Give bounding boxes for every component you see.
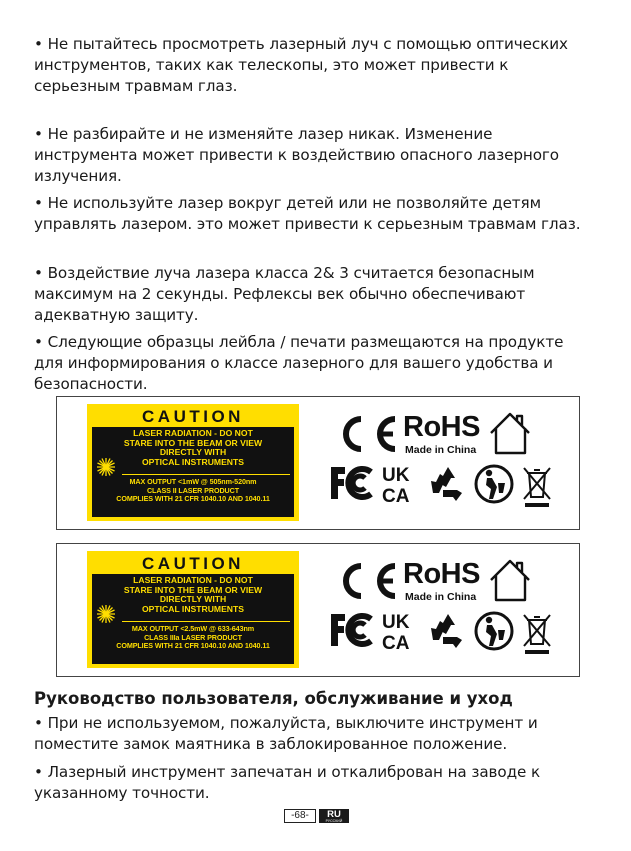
caution-label	[87, 551, 299, 668]
ukca-icon	[381, 463, 419, 509]
section-heading: Руководство пользователя, обслуживание и уход	[34, 689, 513, 708]
fcc-icon	[327, 463, 375, 507]
page-number: -68-	[284, 809, 316, 823]
tidyman-icon	[473, 610, 515, 656]
ce-mark-icon	[335, 415, 399, 453]
weee-bin-icon	[519, 610, 555, 660]
recycle-icon	[427, 610, 469, 656]
recycle-icon	[427, 463, 469, 509]
caution-title: CAUTION	[142, 554, 244, 573]
made-in-china-text: Made in China	[405, 591, 477, 603]
label-sample-panel-2	[56, 543, 580, 677]
label-sample-panel-1	[56, 396, 580, 530]
warning-paragraph-disassemble: • Не разбирайте и не изменяйте лазер никак. Изменение инструмента может привести к воздействию опасного лазерного излучения.	[34, 125, 559, 185]
svg-text:CA: CA	[382, 633, 410, 652]
caution-spec-text: MAX OUTPUT <2.5mW @ 633-643nm CLASS IIIa LASER PRODUCT COMPLIES WITH 21 CFR 1040.10 AND 1040.11	[116, 624, 270, 651]
laser-starburst-icon	[96, 457, 116, 477]
care-paragraph-lock: • При не используемом, пожалуйста, выключите инструмент и поместите замок маятника в заблокированное положение.	[34, 714, 538, 753]
made-in-china-text: Made in China	[405, 444, 477, 456]
svg-text:UK: UK	[382, 612, 410, 633]
ukca-icon	[381, 610, 419, 656]
care-paragraph-calibration: • Лазерный инструмент запечатан и откалиброван на заводе к указанному точности.	[34, 763, 541, 802]
warning-paragraph-labels: • Следующие образцы лейбла / печати размещаются на продукте для информирования о классе лазерного для вашего удобства и безопасности.	[34, 333, 564, 393]
caution-label	[87, 404, 299, 521]
warning-paragraph-children: • Не используйте лазер вокруг детей или не позволяйте детям управлять лазером. это может привести к серьезным травмам глаз.	[34, 194, 581, 233]
caution-text-box	[92, 574, 294, 664]
caution-warning-text: LASER RADIATION - DO NOT STARE INTO THE BEAM OR VIEW DIRECTLY WITH OPTICAL INSTRUMENTS	[123, 575, 263, 614]
tidyman-icon	[473, 463, 515, 509]
language-name: РУССКИЙ	[325, 819, 343, 823]
certification-marks	[327, 411, 557, 521]
caution-divider	[122, 474, 290, 475]
caution-text-box	[92, 427, 294, 517]
certification-marks	[327, 558, 557, 668]
rohs-mark: RoHS	[403, 411, 480, 443]
weee-bin-icon	[519, 463, 555, 513]
language-code: RU	[327, 809, 341, 820]
caution-title: CAUTION	[142, 407, 244, 426]
warning-paragraph-telescope: • Не пытайтесь просмотреть лазерный луч с помощью оптических инструментов, таких как телескопы, это может привести к серьезным травмам глаз.	[34, 35, 568, 95]
warning-paragraph-exposure: • Воздействие луча лазера класса 2& 3 считается безопасным максимум на 2 секунды. Рефлексы век обычно обеспечивают адекватную защиту.	[34, 264, 535, 324]
laser-starburst-icon	[96, 604, 116, 624]
house-indoor-icon	[487, 558, 533, 602]
svg-text:UK: UK	[382, 465, 410, 486]
caution-spec-text: MAX OUTPUT <1mW @ 505nm-520nm CLASS II LASER PRODUCT COMPLIES WITH 21 CFR 1040.10 AND 1040.11	[116, 477, 270, 504]
ce-mark-icon	[335, 562, 399, 600]
caution-divider	[122, 621, 290, 622]
rohs-mark: RoHS	[403, 558, 480, 590]
svg-text:CA: CA	[382, 486, 410, 505]
house-indoor-icon	[487, 411, 533, 455]
language-badge	[319, 809, 349, 823]
caution-warning-text: LASER RADIATION - DO NOT STARE INTO THE BEAM OR VIEW DIRECTLY WITH OPTICAL INSTRUMENTS	[123, 428, 263, 467]
fcc-icon	[327, 610, 375, 654]
